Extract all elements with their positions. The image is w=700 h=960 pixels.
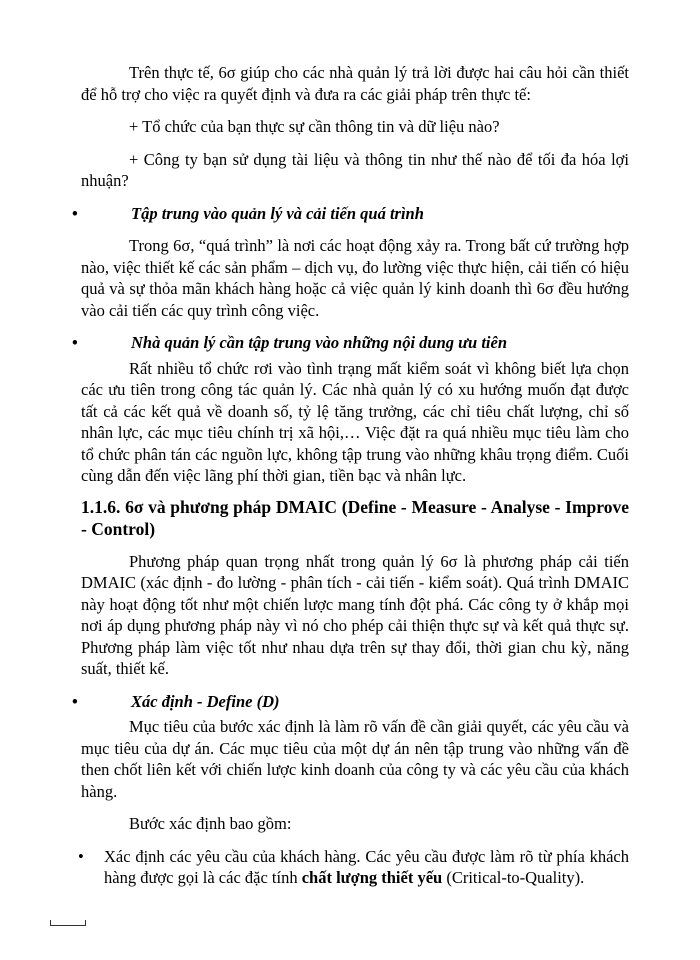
paragraph-steps: Bước xác định bao gồm: [129, 814, 292, 833]
paragraph-dmaic: Phương pháp quan trọng nhất trong quản lý 6σ là phương pháp cải tiến DMAIC (xác định - đo lường - phân tích - cải tiến - kiểm soát). Quá trình DMAIC này hoạt động tốt như một chiến lược mang tính đột phá. Các công ty ở khắp mọi nơi áp dụng phương pháp này vì nó cho phép cải thiện thực sự và kết quả thực sự. Phương pháp làm việc tốt như nhau dựa trên sự thay đổi, thời gian chu kỳ, năng suất, thiết kế. [81, 551, 629, 678]
bullet-heading-process [72, 203, 629, 225]
question-2: + Công ty bạn sử dụng tài liệu và thông tin như thế nào để tối đa hóa lợi nhuận? [81, 149, 629, 190]
heading-text: Nhà quản lý cần tập trung vào những nội dung ưu tiên [131, 333, 508, 352]
question-1: + Tổ chức của bạn thực sự cần thông tin và dữ liệu nào? [129, 117, 500, 136]
bullet-icon: • [72, 203, 78, 223]
document-page [72, 62, 629, 889]
bullet-icon: • [78, 846, 84, 866]
paragraph-define: Mục tiêu của bước xác định là làm rõ vấn đề cần giải quyết, các yêu cầu và mục tiêu của dự án. Các mục tiêu của một dự án nên tập trung vào những vấn đề then chốt liên kết với chiến lược kinh doanh của công ty và các yêu cầu của khách hàng. [81, 717, 629, 801]
section-title: 1.1.6. 6σ và phương pháp DMAIC (Define - Measure - Analyse - Improve - Control) [81, 496, 629, 539]
bullet-icon: • [72, 691, 78, 711]
bullet-heading-priorities [72, 332, 629, 354]
bullet-icon: • [72, 333, 78, 352]
footnote-bracket [50, 920, 86, 926]
paragraph-process: Trong 6σ, “quá trình” là nơi các hoạt động xảy ra. Trong bất cứ trường hợp nào, việc thiết kế các sản phẩm – dịch vụ, đo lường việc thực hiện, cải tiến có hiệu quả và sự thỏa mãn khách hàng hoặc cả việc quản lý kinh doanh thì 6σ đều hướng vào cải tiến các quy trình công việc. [81, 236, 629, 320]
paragraph-intro: Trên thực tế, 6σ giúp cho các nhà quản lý trả lời được hai câu hỏi cần thiết để hỗ trợ cho việc ra quyết định và đưa ra các giải pháp trên thực tế: [81, 63, 629, 104]
list-text-bold: chất lượng thiết yếu [301, 868, 443, 887]
heading-text: Xác định - Define (D) [131, 691, 280, 711]
heading-text: Tập trung vào quản lý và cải tiến quá trình [131, 203, 424, 223]
paragraph-priorities: Rất nhiều tổ chức rơi vào tình trạng mất kiểm soát vì không biết lựa chọn các ưu tiên trong công tác quản lý. Các nhà quản lý có xu hướng muốn đạt được tất cả các kết quả về doanh số, tỷ lệ tăng trưởng, các chỉ tiêu chất lượng, chỉ số nhân lực, các mục tiêu chính trị xã hội,… Việc đặt ra quá nhiều mục tiêu làm cho tổ chức phân tán các nguồn lực, không tập trung vào những khâu trọng điểm. Cuối cùng dẫn đến việc lãng phí thời gian, tiền bạc và nhân lực. [81, 358, 629, 485]
list-item-customer-requirements [78, 846, 629, 889]
list-text: Xác định các yêu cầu của khách hàng. Các yêu cầu được làm rõ từ phía khách hàng được gọi là các đặc tính [104, 846, 629, 887]
bullet-heading-define [72, 691, 629, 713]
list-text-end: (Critical-to-Quality). [442, 868, 585, 887]
